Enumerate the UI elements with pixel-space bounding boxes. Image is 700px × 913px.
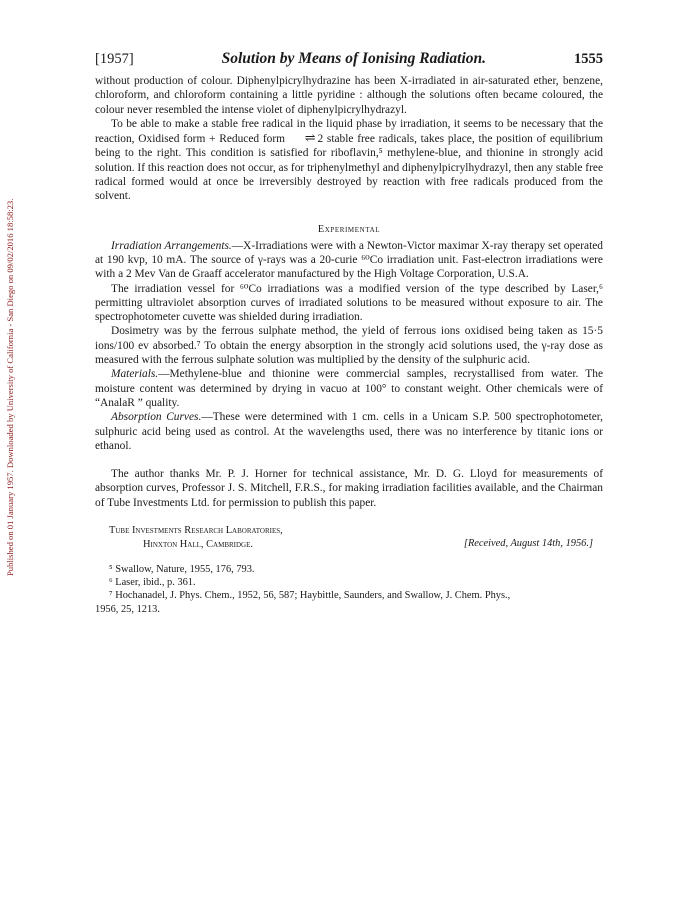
address-line-2: Hinxton Hall, Cambridge. bbox=[143, 538, 253, 550]
dosimetry-paragraph: Dosimetry was by the ferrous sulphate method, the yield of ferrous ions oxidised being taken as 15·5 ions/100 ev absorbed.⁷ To obtain the energy absorption in the strongly acid solutions used, the γ-ray dose as measured with the ferrous sulphate solution was multiplied by the density of the sulphuric acid. bbox=[95, 325, 603, 367]
irradiation-text: —X-Irradiations were with a Newton-Victor maximar X-ray therapy set operated at 190 kvp, 10 mA. The source of γ-rays was a 20-curie ⁶⁰Co irradiation unit. Fast-electron irradiations were with a 2 Mev Van de Graaff accelerator manufactured by the High Voltage Corporation, U.S.A. bbox=[95, 239, 603, 281]
download-notice bbox=[2, 96, 16, 576]
intro-p2-part-a: To be able to make a stable free radical in the liquid phase by irradiation, it seems to be necessary that the reaction, Oxidised form + Reduced form bbox=[95, 117, 603, 146]
reference-item: ⁶ Laser, ibid., p. 361. bbox=[109, 577, 196, 589]
absorption-subheading: Absorption Curves. bbox=[111, 411, 202, 424]
irradiation-paragraph bbox=[95, 239, 603, 282]
header-year: [1957] bbox=[95, 51, 134, 67]
references-list bbox=[95, 563, 603, 616]
reference-item-continuation: 1956, 25, 1213. bbox=[95, 603, 160, 615]
running-header bbox=[95, 50, 603, 70]
absorption-text: —These were determined with 1 cm. cells in a Unicam S.P. 500 spectrophotometer, sulphuric acid being used as control. At the wavelengths used, there was no interference by titanic ions or ethanol. bbox=[95, 411, 603, 452]
header-title: Solution by Means of Ionising Radiation. bbox=[221, 50, 487, 67]
section-heading-experimental: Experimental bbox=[317, 223, 381, 235]
intro-p2-part-b: 2 stable free radicals, takes place, the position of equilibrium being to the right. This condition is satisfied for riboflavin,⁵ methylene-blue, and thionine in strongly acid solution. If this reaction does not occur, as for triphenylmethyl and diphenylpicrylhydrazyl, then any stable free radical formed would at once be irreversibly destroyed by reaction with free radicals produced from the solvent. bbox=[95, 133, 603, 203]
address-line-1: Tube Investments Research Laboratories, bbox=[109, 525, 283, 537]
reference-item: ⁵ Swallow, Nature, 1955, 176, 793. bbox=[109, 564, 255, 576]
page-number: 1555 bbox=[573, 51, 603, 67]
equilibrium-arrow: ⇌ bbox=[304, 130, 314, 146]
author-address bbox=[95, 524, 603, 551]
intro-paragraph-1: without production of colour. Diphenylpicrylhydrazine has been X-irradiated in air-saturated ether, benzene, chloroform, and chloroform containing a little pyridine : although the solutions often became coloured, the colour never resembled the intense violet of diphenylpicrylhydrazyl. bbox=[95, 75, 603, 116]
acknowledgement-paragraph: The author thanks Mr. P. J. Horner for technical assistance, Mr. D. G. Lloyd for measurements of absorption curves, Professor J. S. Mitchell, F.R.S., for making irradiation facilities available, and the Chairman of Tube Investments Ltd. for permission to publish this paper. bbox=[95, 468, 603, 509]
irradiation-subheading: Irradiation Arrangements. bbox=[111, 239, 232, 252]
vessel-paragraph: The irradiation vessel for ⁶⁰Co irradiations was a modified version of the type described by Laser,⁶ permitting ultraviolet absorption curves of irradiated solutions to be measured without exposure to air. The spectrophotometer cuvette was shielded during irradiation. bbox=[95, 282, 603, 324]
journal-page bbox=[95, 50, 603, 616]
download-notice-text: Published on 01 January 1957. Downloaded by University of California - San Diego on 09/02/2016 18:58:23. bbox=[5, 198, 15, 576]
reference-item: ⁷ Hochanadel, J. Phys. Chem., 1952, 56, 587; Haybittle, Saunders, and Swallow, J. Chem. Phys., bbox=[109, 590, 511, 602]
materials-subheading: Materials. bbox=[111, 368, 159, 381]
received-date: [Received, August 14th, 1956.] bbox=[463, 538, 593, 550]
absorption-paragraph bbox=[95, 410, 603, 453]
intro-paragraph-2 bbox=[95, 117, 603, 204]
materials-text: —Methylene-blue and thionine were commercial samples, recrystallised from water. The moisture content was determined by drying in vacuo at 100° to constant weight. Other chemicals were of “AnalaR ” quality. bbox=[95, 368, 603, 409]
materials-paragraph bbox=[95, 367, 603, 410]
